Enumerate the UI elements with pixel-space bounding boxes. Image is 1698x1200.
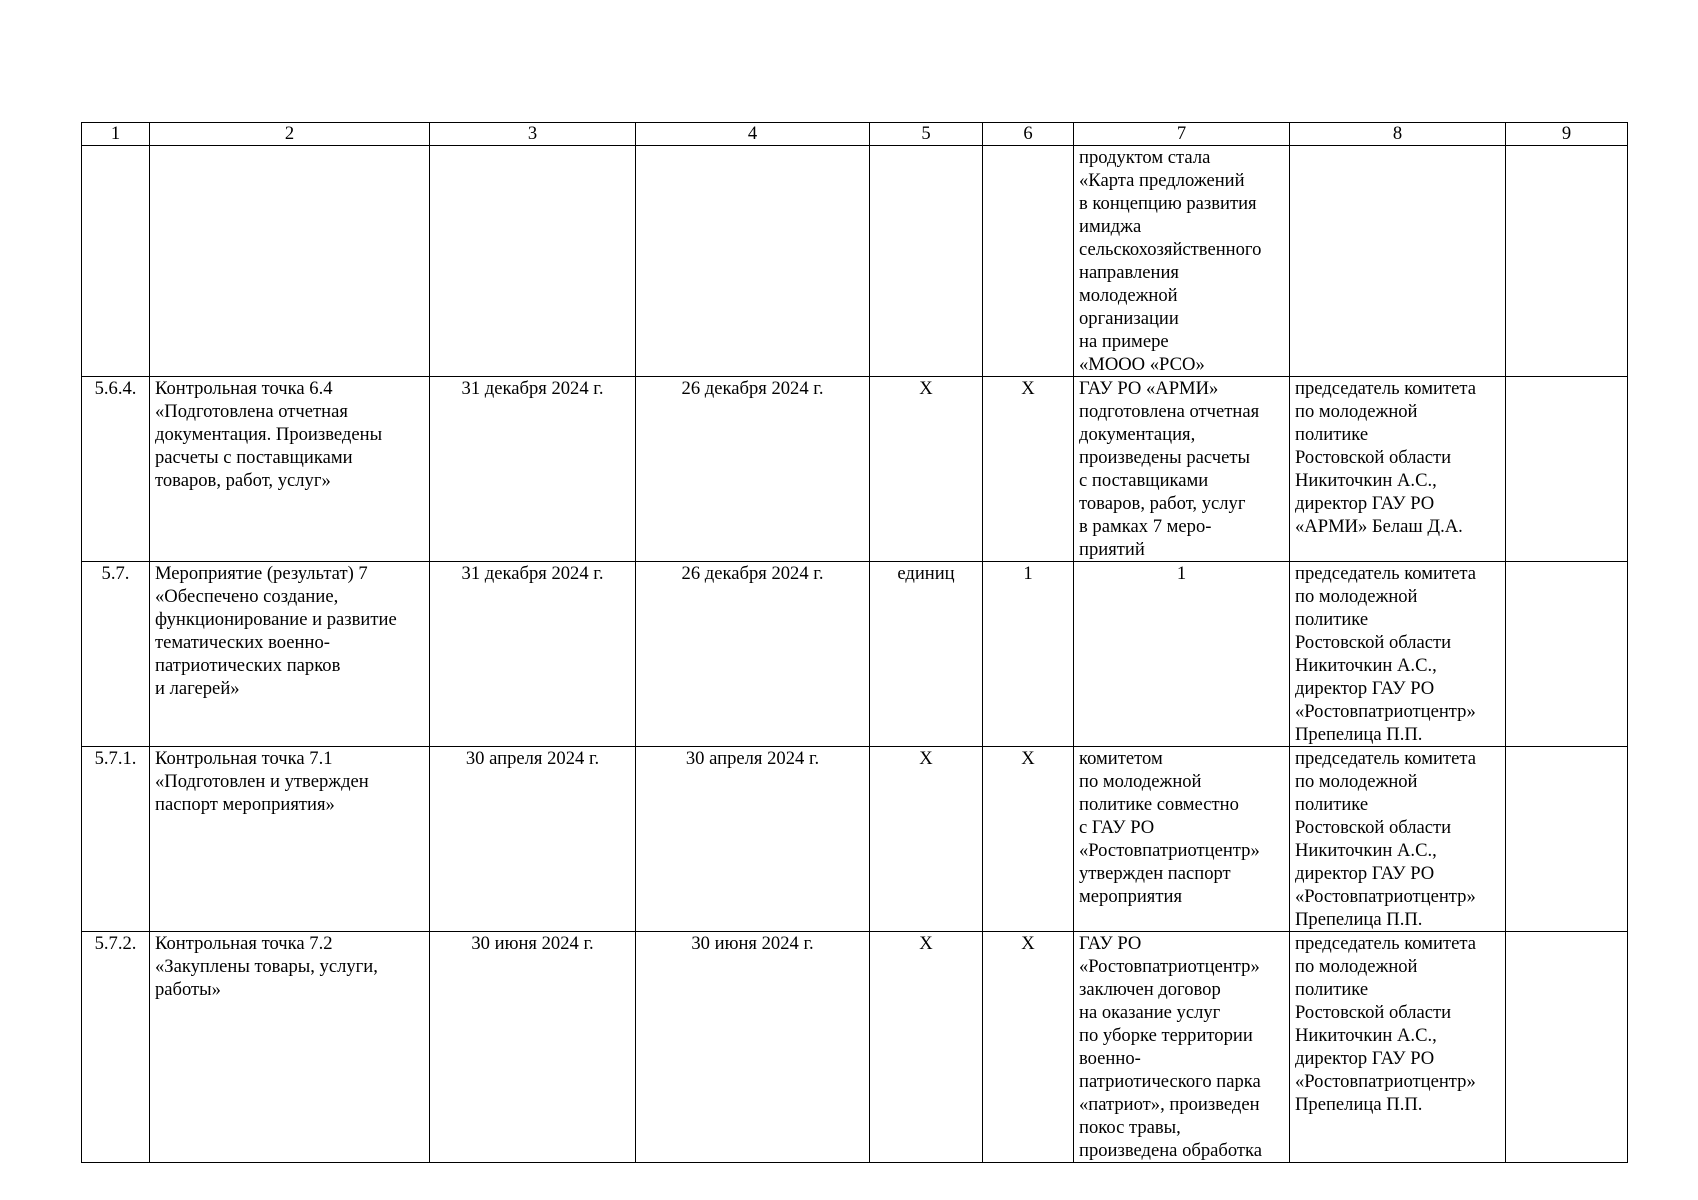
row-name: Контрольная точка 7.1 «Подготовлен и утвержден паспорт мероприятия» (150, 747, 430, 932)
plan-value: Х (983, 747, 1074, 932)
column-number-row (82, 123, 1628, 146)
unit: Х (870, 747, 983, 932)
note (1506, 146, 1628, 377)
table-row (82, 747, 1628, 932)
row-name: Контрольная точка 6.4 «Подготовлена отчетная документация. Произведены расчеты с поставщиками товаров, работ, услуг» (150, 377, 430, 562)
result-text: ГАУ РО «Ростовпатриотцентр» заключен договор на оказание услуг по уборке территории военно- патриотического парка «патриот», произведен покос травы, произведена обработка (1074, 932, 1290, 1163)
fact-date (636, 146, 870, 377)
result-text: ГАУ РО «АРМИ» подготовлена отчетная документация, произведены расчеты с поставщиками товаров, работ, услуг в рамках 7 меро- приятий (1074, 377, 1290, 562)
row-number: 5.7.1. (82, 747, 150, 932)
responsible: председатель комитета по молодежной политике Ростовской области Никиточкин А.С., директор ГАУ РО «Ростовпатриотцентр» Препелица П.П. (1290, 562, 1506, 747)
responsible: председатель комитета по молодежной политике Ростовской области Никиточкин А.С., директор ГАУ РО «Ростовпатриотцентр» Препелица П.П. (1290, 747, 1506, 932)
table-row (82, 146, 1628, 377)
result-text: продуктом стала «Карта предложений в концепцию развития имиджа сельскохозяйственного направления молодежной организации на примере «МООО «РСО» (1074, 146, 1290, 377)
row-name: Мероприятие (результат) 7 «Обеспечено создание, функционирование и развитие тематических военно- патриотических парков и лагерей» (150, 562, 430, 747)
note (1506, 377, 1628, 562)
note (1506, 747, 1628, 932)
table-row (82, 932, 1628, 1163)
plan-date: 31 декабря 2024 г. (430, 377, 636, 562)
plan-value (983, 146, 1074, 377)
plan-date: 31 декабря 2024 г. (430, 562, 636, 747)
column-number-1: 1 (82, 123, 150, 146)
note (1506, 932, 1628, 1163)
report-table (81, 122, 1628, 1163)
row-number: 5.6.4. (82, 377, 150, 562)
row-number: 5.7.2. (82, 932, 150, 1163)
column-number-6: 6 (983, 123, 1074, 146)
note (1506, 562, 1628, 747)
fact-date: 30 апреля 2024 г. (636, 747, 870, 932)
unit: Х (870, 377, 983, 562)
unit: единиц (870, 562, 983, 747)
responsible: председатель комитета по молодежной политике Ростовской области Никиточкин А.С., директор ГАУ РО «АРМИ» Белаш Д.А. (1290, 377, 1506, 562)
fact-date: 26 декабря 2024 г. (636, 562, 870, 747)
column-number-8: 8 (1290, 123, 1506, 146)
plan-date: 30 июня 2024 г. (430, 932, 636, 1163)
unit: Х (870, 932, 983, 1163)
plan-date (430, 146, 636, 377)
row-name (150, 146, 430, 377)
fact-date: 26 декабря 2024 г. (636, 377, 870, 562)
unit (870, 146, 983, 377)
result-text: комитетом по молодежной политике совместно с ГАУ РО «Ростовпатриотцентр» утвержден паспорт мероприятия (1074, 747, 1290, 932)
plan-value: 1 (983, 562, 1074, 747)
result-text: 1 (1074, 562, 1290, 747)
column-number-7: 7 (1074, 123, 1290, 146)
row-number: 5.7. (82, 562, 150, 747)
row-number (82, 146, 150, 377)
column-number-3: 3 (430, 123, 636, 146)
row-name: Контрольная точка 7.2 «Закуплены товары, услуги, работы» (150, 932, 430, 1163)
responsible: председатель комитета по молодежной политике Ростовской области Никиточкин А.С., директор ГАУ РО «Ростовпатриотцентр» Препелица П.П. (1290, 932, 1506, 1163)
column-number-2: 2 (150, 123, 430, 146)
plan-value: Х (983, 377, 1074, 562)
column-number-4: 4 (636, 123, 870, 146)
plan-value: Х (983, 932, 1074, 1163)
table-row (82, 562, 1628, 747)
table-row (82, 377, 1628, 562)
column-number-9: 9 (1506, 123, 1628, 146)
column-number-5: 5 (870, 123, 983, 146)
responsible (1290, 146, 1506, 377)
fact-date: 30 июня 2024 г. (636, 932, 870, 1163)
plan-date: 30 апреля 2024 г. (430, 747, 636, 932)
